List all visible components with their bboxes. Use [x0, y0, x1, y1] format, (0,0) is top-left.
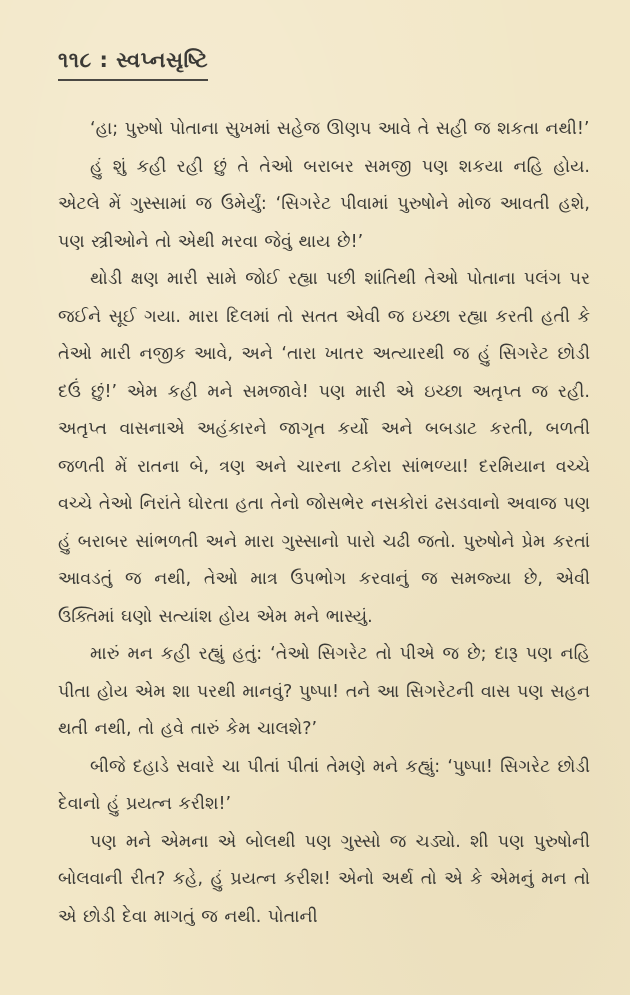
paragraph-6: પણ મને એમના એ બોલથી પણ ગુસ્સો જ ચડ્યો. શી પણ પુરુષોની બોલવાની રીત? કહે, હું પ્રયત્ન કરીશ! એનો અર્થ તો એ કે એમનું મન તો એ છોડી દેવા માગતું જ નથી. પોતાની — [58, 831, 590, 927]
paragraph-4: મારું મન કહી રહ્યું હતું: ‘તેઓ સિગરેટ તો પીએ જ છે; દારૂ પણ નહિ પીતા હોય એમ શા પરથી માનવું? પુષ્પા! તને આ સિગરેટની વાસ પણ સહન થતી નથી, તો હવે તારું કેમ ચાલશે?’ — [58, 644, 590, 739]
paragraph-1: ‘હા; પુરુષો પોતાના સુખમાં સહેજ ઊણપ આવે તે સહી જ શકતા નથી!’ — [90, 119, 590, 139]
header-underline — [58, 79, 208, 81]
running-header: ૧૧૮ : સ્વપ્નસૃષ્ટિ — [58, 48, 209, 72]
paragraph-2: હું શું કહી રહી છું તે તેઓ બરાબર સમજી પણ શકયા નહિ હોય. એટલે મેં ગુસ્સામાં જ ઉમેર્યું: ‘સિગરેટ પીવામાં પુરુષોને મોજ આવતી હશે, પણ સ્ત્રીઓને તો એથી મરવા જેવું થાય છે!’ — [58, 156, 590, 252]
paragraph-3: થોડી ક્ષણ મારી સામે જોઈ રહ્યા પછી શાંતિથી તેઓ પોતાના પલંગ પર જઈને સૂઈ ગયા. મારા દિલમાં તો સતત એવી જ ઇચ્છા રહ્યા કરતી હતી કે તેઓ મારી નજીક આવે, અને ‘તારા ખાતર અત્યારથી જ હું સિગરેટ છોડી દઉં છું!’ એમ કહી મને સમજાવે! પણ મારી એ ઇચ્છા અતૃપ્ત જ રહી. અતૃપ્ત વાસનાએ અહંકારને જાગૃત કર્યો અને બબડાટ કરતી, બળતી જળતી મેં રાતના બે, ત્રણ અને ચારના ટકોરા સાંભળ્યા! દરમિયાન વચ્ચે વચ્ચે તેઓ નિરાંતે ઘોરતા હતા તેનો જોસભેર નસકોરાં ઢસડવાનો અવાજ પણ હું બરાબર સાંભળતી અને મારા ગુસ્સાનો પારો ચઢી જતો. પુરુષોને પ્રેમ કરતાં આવડતું જ નથી, તેઓ માત્ર ઉપભોગ કરવાનું જ સમજ્યા છે, એવી ઉક્તિમાં ઘણો સત્યાંશ હોય એમ મને ભાસ્યું. — [58, 269, 590, 627]
paragraph-5: બીજે દહાડે સવારે ચા પીતાં પીતાં તેમણે મને કહ્યું: ‘પુષ્પા! સિગરેટ છોડી દેવાનો હું પ્રયત્ન કરીશ!’ — [58, 756, 590, 814]
